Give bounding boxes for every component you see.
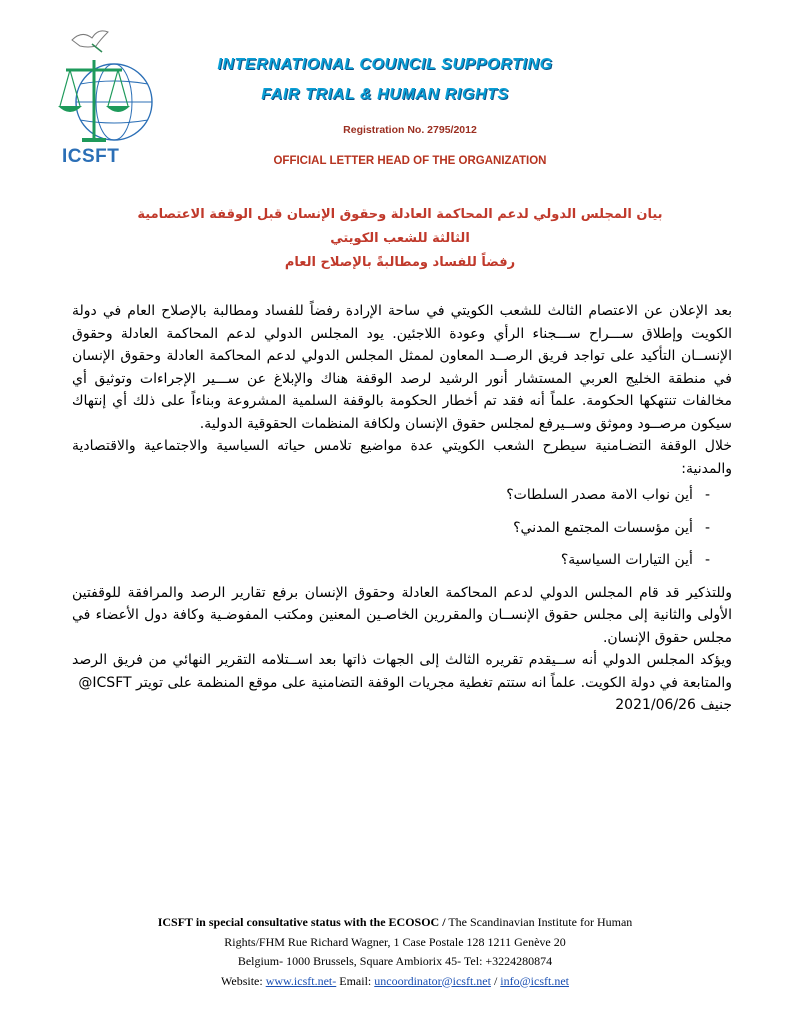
footer-line-1: ICSFT in special consultative status with the ECOSOC / The Scandinavian Institute for Human <box>157 915 633 929</box>
body-paragraph-1: بعد الإعلان عن الاعتصام الثالث للشعب الكويتي في ساحة الإرادة رفضاً للفساد ومطالبة بالإصلاح العام في دولة الكويت وإطلاق ســـراح ســـجناء الرأي وعودة اللاجئين. يود المجلس الدولي لدعم المحاكمة العادلة وحقوق الإنســان التأكيد على تواجد فريق الرصــد المعاون لممثل المجلس الدولي لدعم المحاكمة العادلة وحقوق الإنسان في منطقة الخليج العربي المستشار أنور الرشيد لرصد الوقفة هناك والإبلاغ عن ســـير الإجراءات وتوثيق أي مخالفات تنتهكها الحكومة. علماً أنه فقد تم أخطار الحكومة بالوقفة السلمية المشروعة وبناءاً على ذلك أي إنتهاك سيكون مرصــود وموثق وســيرفع لمجلس حقوق الإنسان ولكافة المنظمات الحقوقية الدولية. <box>72 303 732 432</box>
footer-status: ICSFT in special consultative status with the ECOSOC / <box>157 915 446 929</box>
website-link[interactable]: www.icsft.net- <box>265 973 337 988</box>
twitter-handle: @ICSFT <box>78 674 132 691</box>
footer-line-3: Belgium- 1000 Brussels, Square Ambiorix 45- Tel: +3224280874 <box>237 954 553 968</box>
footer-line-4: Website: www.icsft.net- Email: uncoordinator@icsft.net / info@icsft.net <box>221 973 569 988</box>
org-title-line1: INTERNATIONAL COUNCIL SUPPORTING <box>217 56 553 73</box>
place-date: جنيف 2021/06/26 <box>615 697 732 713</box>
official-letterhead-label: OFFICIAL LETTER HEAD OF THE ORGANIZATION <box>273 155 547 167</box>
email-link-info[interactable]: info@icsft.net <box>500 973 569 988</box>
registration-number: Registration No. 2795/2012 <box>343 124 477 136</box>
logo-wordmark: ICSFT <box>62 146 120 167</box>
body-paragraph-2: خلال الوقفة التضـامنية سيطرح الشعب الكويتي عدة مواضيع تلامس حياته السياسية والاجتماعية والاقتصادية والمدنية: <box>72 438 732 477</box>
letter-body <box>72 300 732 717</box>
body-paragraph-4: ويؤكد المجلس الدولي أنه ســيقدم تقريره الثالث إلى الجهات ذاتها بعد اســتلامه التقرير النهائي من فريق الرصد والمتابعة في دولة الكويت. علماً انه ستتم تغطية مجريات الوقفة التضامنية على موقع المنظمة على تويتر @ICSFT <box>72 652 732 691</box>
email-link-coordinator[interactable]: uncoordinator@icsft.net <box>374 973 491 988</box>
headline-line2: رفضاً للفساد ومطالبةً بالإصلاح العام <box>284 255 516 270</box>
headline-line1: بيان المجلس الدولي لدعم المحاكمة العادلة وحقوق الإنسان قبل الوقفة الاعتصامية الثالثة للشعب الكويتي <box>137 207 663 246</box>
statement-headline <box>120 203 680 275</box>
footer-line-2: Rights/FHM Rue Richard Wagner, 1 Case Postale 128 1211 Genève 20 <box>224 934 566 949</box>
list-item: - أين نواب الامة مصدر السلطات؟ <box>72 484 710 507</box>
body-paragraph-3: وللتذكير قد قام المجلس الدولي لدعم المحاكمة العادلة وحقوق الإنسان برفع تقارير الرصد والمرافقة للوقفتين الأولى والثانية إلى مجلس حقوق الإنســان والمقررين الخاصـين المعنين ومكتب المفوضـية وكافة دول الأعضاء في مجلس حقوق الإنسان. <box>72 584 732 646</box>
org-title-line2: FAIR TRIAL & HUMAN RIGHTS <box>261 86 509 103</box>
questions-list <box>72 484 732 572</box>
list-item: - أين مؤسسات المجتمع المدني؟ <box>72 517 710 540</box>
letter-footer <box>60 913 730 991</box>
list-item: - أين التيارات السياسية؟ <box>72 549 710 572</box>
